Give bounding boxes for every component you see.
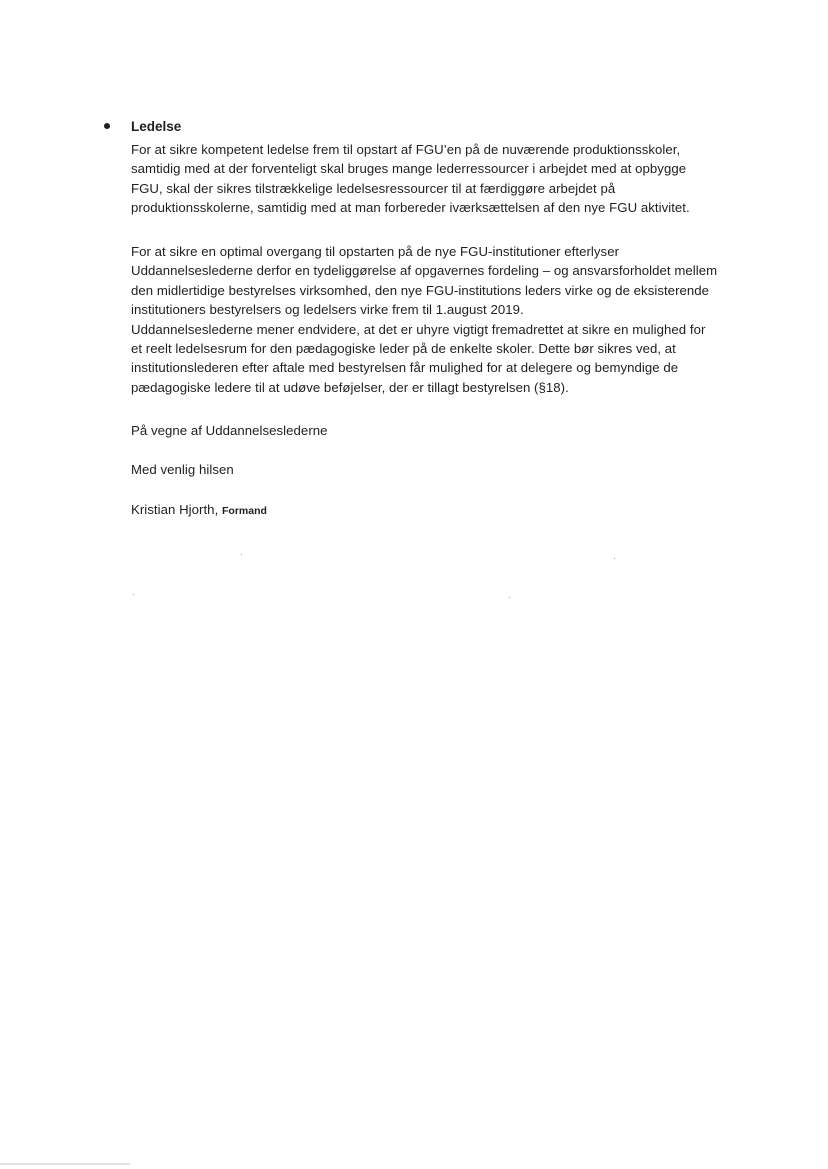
scan-edge-mark <box>0 1163 130 1165</box>
section-heading: Ledelse <box>131 119 182 134</box>
text-line: institutioners bestyrelsers og ledelsers virke frem til 1.august 2019. <box>131 302 524 318</box>
text-line: For at sikre kompetent ledelse frem til opstart af FGU’en på de nuværende produktionsskoler, <box>131 142 681 157</box>
text-line: produktionsskolerne, samtidig med at man forbereder iværksættelsen af den nye FGU aktivitet. <box>131 200 690 216</box>
on-behalf-line <box>131 421 771 440</box>
paragraph-transition <box>131 242 771 397</box>
bullet-point <box>104 123 110 129</box>
scan-speck <box>133 594 134 595</box>
text-line: Uddannelseslederne mener endvidere, at det er uhyre vigtigt fremadrettet at sikre en mulighed for <box>131 321 706 337</box>
on-behalf-text: På vegne af Uddannelseslederne <box>131 423 328 438</box>
text-line: FGU, skal der sikres tilstrækkelige ledelsesressourcer til at færdiggøre arbejdet på <box>131 180 616 196</box>
signer <box>131 500 771 521</box>
scan-speck <box>614 558 615 559</box>
text-line: institutionslederen efter aftale med bestyrelsen får mulighed for at delegere og bemyndige de <box>131 360 679 376</box>
text-line: For at sikre en optimal overgang til opstarten på de nye FGU-institutioner efterlyser <box>131 244 620 259</box>
greeting-text: Med venlig hilsen <box>131 462 234 477</box>
signer-role: Formand <box>222 505 267 517</box>
scan-speck <box>509 597 510 598</box>
text-line: Uddannelseslederne derfor en tydeliggørelse af opgavernes fordeling – og ansvarsforholdet mellem <box>131 263 718 279</box>
text-line: pædagogiske ledere til at udøve beføjelser, der er tillagt bestyrelsen (§18). <box>131 379 569 395</box>
paragraph-leadership <box>131 140 771 218</box>
signature-line <box>131 500 771 521</box>
text-line: et reelt ledelsesrum for den pædagogiske leder på de enkelte skoler. Dette bør sikres ved, at <box>131 341 676 357</box>
text-line: samtidig med at der forventeligt skal bruges mange lederressourcer i arbejdet med at opbygge <box>131 161 687 177</box>
scan-speck <box>241 554 242 555</box>
text-line: den midlertidige bestyrelses virksomhed, den nye FGU-institutions leders virke og de eksisterende <box>131 282 710 298</box>
signer-name: Kristian Hjorth, <box>131 502 219 517</box>
greeting-line <box>131 460 771 479</box>
